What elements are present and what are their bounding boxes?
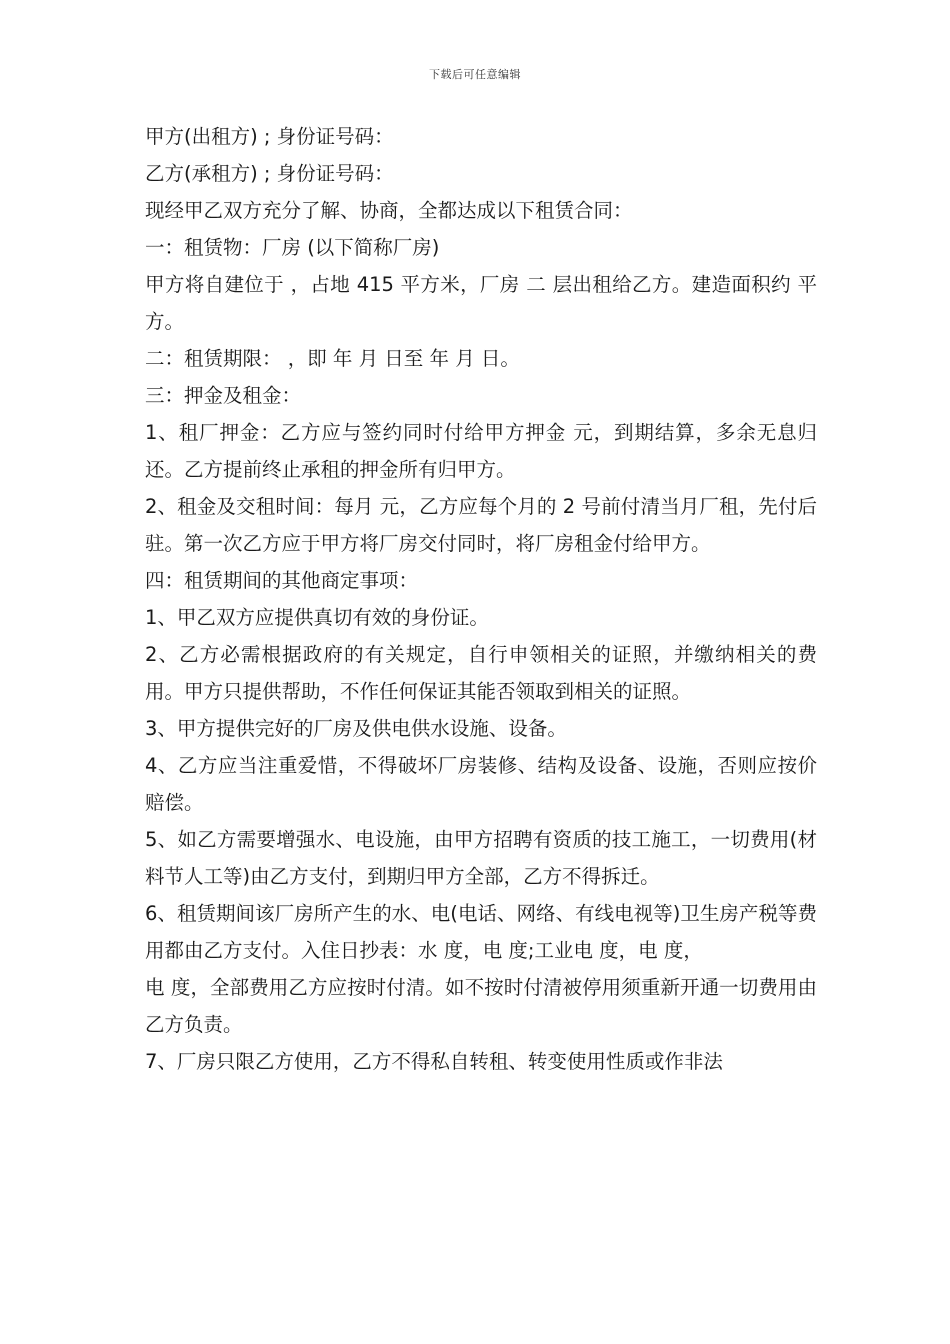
contract-body bbox=[145, 118, 817, 1080]
section-1-heading: 一：租赁物：厂房 (以下简称厂房) bbox=[145, 236, 440, 259]
section-4-item-6-cont: 电 度，全部费用乙方应按时付清。如不按时付清被停用须重新开通一切费用由乙方负责。 bbox=[145, 976, 817, 1036]
section-2-heading: 二：租赁期限： ，即 年 月 日至 年 月 日。 bbox=[145, 347, 520, 370]
section-4-item-2: 2、乙方必需根据政府的有关规定，自行申领相关的证照，并缴纳相关的费用。甲方只提供帮助，不作任何保证其能否领取到相关的证照。 bbox=[145, 643, 817, 703]
party-b-line: 乙方(承租方) ; 身份证号码： bbox=[145, 162, 394, 185]
section-4-item-3: 3、甲方提供完好的厂房及供电供水设施、设备。 bbox=[145, 717, 567, 740]
section-4-item-7: 7、厂房只限乙方使用，乙方不得私自转租、转变使用性质或作非法 bbox=[145, 1050, 723, 1073]
section-3-item-2: 2、租金及交租时间：每月 元，乙方应每个月的 2 号前付清当月厂租，先付后驻。第一次乙方应于甲方将厂房交付同时，将厂房租金付给甲方。 bbox=[145, 495, 817, 555]
agreement-intro: 现经甲乙双方充分了解、协商，全都达成以下租赁合同： bbox=[145, 199, 633, 222]
party-a-line: 甲方(出租方) ; 身份证号码： bbox=[145, 125, 394, 148]
section-3-heading: 三：押金及租金： bbox=[145, 384, 302, 407]
section-4-item-6: 6、租赁期间该厂房所产生的水、电(电话、网络、有线电视等)卫生房产税等费用都由乙方支付。入住日抄表：水 度，电 度;工业电 度，电 度， bbox=[145, 902, 817, 962]
section-4-item-1: 1、甲乙双方应提供真切有效的身份证。 bbox=[145, 606, 489, 629]
section-4-item-5: 5、如乙方需要增强水、电设施，由甲方招聘有资质的技工施工，一切费用(材料节人工等)由乙方支付，到期归甲方全部，乙方不得拆迁。 bbox=[145, 828, 817, 888]
section-4-heading: 四：租赁期间的其他商定事项： bbox=[145, 569, 419, 592]
section-1-body: 甲方将自建位于 ，占地 415 平方米，厂房 二 层出租给乙方。建造面积约 平方。 bbox=[145, 273, 817, 333]
section-4-item-4: 4、乙方应当注重爱惜，不得破坏厂房装修、结构及设备、设施，否则应按价赔偿。 bbox=[145, 754, 817, 814]
page-header-note: 下载后可任意编辑 bbox=[429, 68, 521, 81]
section-3-item-1: 1、租厂押金：乙方应与签约同时付给甲方押金 元，到期结算，多余无息归还。乙方提前终止承租的押金所有归甲方。 bbox=[145, 421, 817, 481]
